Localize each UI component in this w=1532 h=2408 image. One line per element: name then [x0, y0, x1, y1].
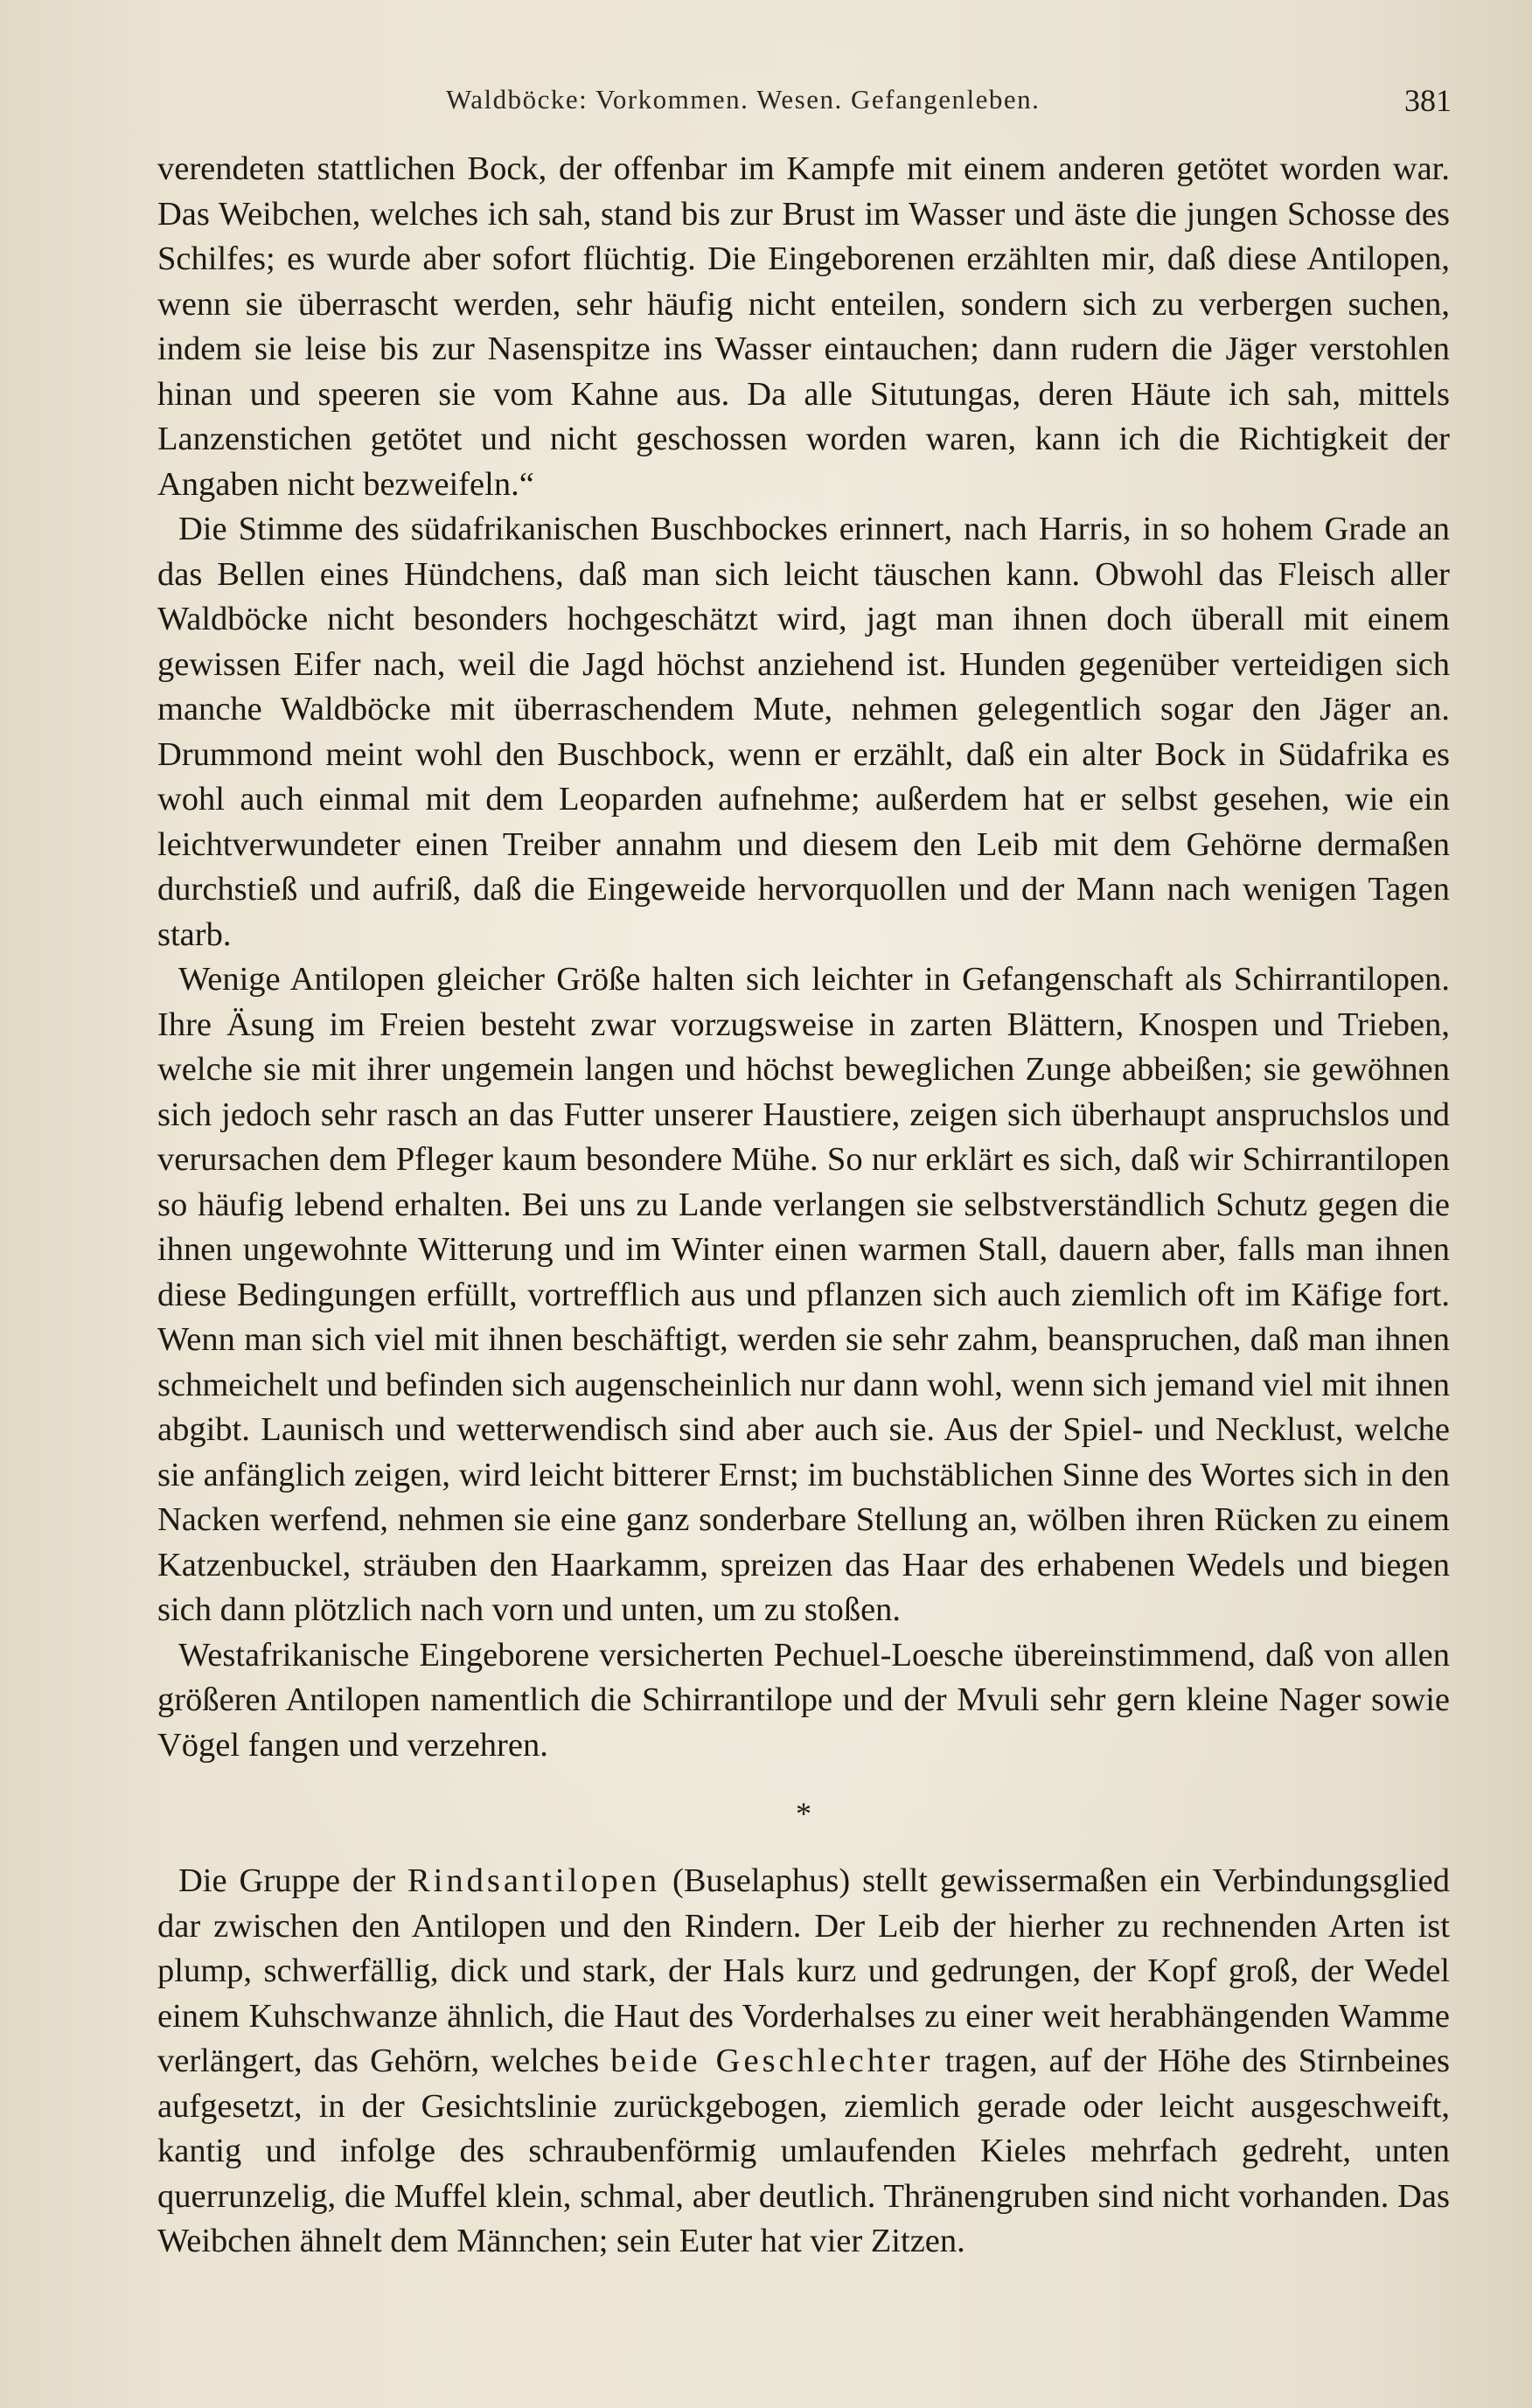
body-text: [157, 147, 1450, 2265]
running-head: Waldböcke: Vorkommen. Wesen. Gefangenleben.: [446, 84, 1041, 115]
paragraph-west-africa: Westafrikanische Eingeborene versicherten Pechuel-Loesche übereinstimmend, daß von allen größeren Antilopen namentlich die Schirrantilope und der Mvuli sehr gern kleine Nager sowie Vögel fangen und verzehren.: [157, 1636, 1450, 1764]
text-run: tragen, auf der Höhe des Stirnbeines aufgesetzt, in der Gesichtslinie zurückgebogen, ziemlich gerade oder leicht ausgeschweift, kantig und infolge des schraubenförmig umlaufenden Kieles mehrfach gedreht, unten querrunzelig, die Muffel klein, schmal, aber deutlich. Thränengruben sind nicht vorhanden. Das Weibchen ähnelt dem Männchen; sein Euter hat vier Zitzen.: [157, 2043, 1450, 2259]
spaced-term-beide-geschlechter: beide Geschlechter: [610, 2043, 934, 2079]
spaced-term-rindsantilopen: Rindsantilopen: [407, 1862, 661, 1899]
page-number: 381: [1404, 83, 1452, 118]
paragraph-rindsantilopen: [157, 1859, 1450, 2265]
text-run: Die Gruppe der: [178, 1862, 407, 1899]
paragraph-continuation: verendeten stattlichen Bock, der offenbar im Kampfe mit einem anderen getötet worden war. Das Weibchen, welches ich sah, stand bis zur Brust im Wasser und äste die jungen Schosse des Schilfes; es wurde aber sofort flüchtig. Die Eingeborenen erzählten mir, daß diese Antilopen, wenn sie überrascht werden, sehr häufig nicht enteilen, sondern sich zu verbergen suchen, indem sie leise bis zur Nasenspitze ins Wasser eintauchen; dann rudern die Jäger verstohlen hinan und speeren sie vom Kahne aus. Da alle Situtungas, deren Häute ich sah, mittels Lanzenstichen getötet und nicht geschossen worden waren, kann ich die Richtigkeit der Angaben nicht bezweifeln.“: [157, 150, 1450, 503]
paragraph-voice-and-hunting: Die Stimme des südafrikanischen Buschbockes erinnert, nach Harris, in so hohem Grade an das Bellen eines Hündchens, daß man sich leicht täuschen kann. Obwohl das Fleisch aller Waldböcke nicht besonders hochgeschätzt wird, jagt man ihnen doch überall mit einem gewissen Eifer nach, weil die Jagd höchst anziehend ist. Hunden gegenüber verteidigen sich manche Waldböcke mit überraschendem Mute, nehmen gelegentlich sogar den Jäger an. Drummond meint wohl den Buschbock, wenn er erzählt, daß ein alter Bock in Südafrika es wohl auch einmal mit dem Leoparden aufnehme; außerdem hat er selbst gesehen, wie ein leichtverwundeter einen Treiber annahm und diesem den Leib mit dem Gehörne dermaßen durchstieß und aufriß, daß die Eingeweide hervorquollen und der Mann nach wenigen Tagen starb.: [157, 511, 1450, 953]
paragraph-captivity: Wenige Antilopen gleicher Größe halten sich leichter in Gefangenschaft als Schirrantilopen. Ihre Äsung im Freien besteht zwar vorzugsweise in zarten Blättern, Knospen und Trieben, welche sie mit ihrer ungemein langen und höchst beweglichen Zunge abbeißen; sie gewöhnen sich jedoch sehr rasch an das Futter unserer Haustiere, zeigen sich überhaupt anspruchslos und verursachen dem Pfleger kaum besondere Mühe. So nur erklärt es sich, daß wir Schirrantilopen so häufig lebend erhalten. Bei uns zu Lande verlangen sie selbstverständlich Schutz gegen die ihnen ungewohnte Witterung und im Winter einen warmen Stall, dauern aber, falls man ihnen diese Bedingungen erfüllt, vortrefflich aus und pflanzen sich auch ziemlich oft im Käfige fort. Wenn man sich viel mit ihnen beschäftigt, werden sie sehr zahm, beanspruchen, daß man ihnen schmeichelt und befinden sich augenscheinlich nur dann wohl, wenn sich jemand viel mit ihnen abgibt. Launisch und wetterwendisch sind aber auch sie. Aus der Spiel- und Necklust, welche sie anfänglich zeigen, wird leicht bitterer Ernst; im buchstäblichen Sinne des Wortes sich in den Nacken werfend, nehmen sie eine ganz sonderbare Stellung an, wölben ihren Rücken zu einem Katzenbuckel, sträuben den Haarkamm, spreizen das Haar des erhabenen Wedels und biegen sich dann plötzlich nach vorn und unten, um zu stoßen.: [157, 961, 1450, 1628]
page-header: [157, 79, 1452, 131]
section-separator: *: [796, 1796, 811, 1831]
text-run: (Buselaphus) stellt gewissermaßen ein Verbindungsglied dar zwischen den Antilopen und den Rindern. Der Leib der hierher zu rechnenden Arten ist plump, schwerfällig, dick und stark, der Hals kurz und gedrungen, der Kopf groß, der Wedel einem Kuhschwanze ähnlich, die Haut des Vorderhalses zu einer weit herabhängenden Wamme verlängert, das Gehörn, welches: [157, 1862, 1451, 2079]
